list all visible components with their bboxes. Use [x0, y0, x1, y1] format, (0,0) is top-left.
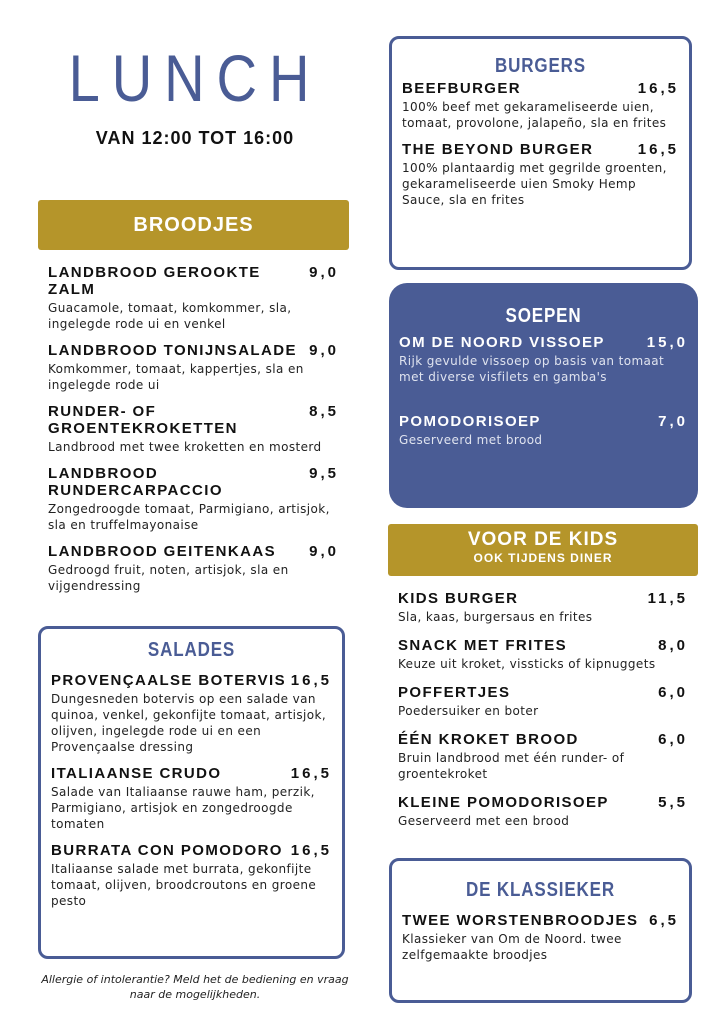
item-header — [402, 141, 679, 158]
menu-item — [402, 141, 679, 208]
menu-item — [51, 842, 332, 909]
item-header — [398, 684, 688, 701]
menu-item — [398, 731, 688, 782]
item-name: LANDBROOD GEROOKTE ZALM — [48, 264, 261, 298]
menu-item — [48, 465, 339, 533]
menu-item — [398, 684, 688, 719]
item-description: Sla, kaas, burgersaus en frites — [398, 610, 593, 624]
item-price: 11,5 — [647, 590, 688, 607]
item-description: Zongedroogde tomaat, Parmigiano, artisjok, sla en truffelmayonaise — [48, 502, 330, 532]
item-name: PROVENÇAALSE BOTERVIS — [51, 672, 286, 689]
allergy-note: Allergie of intolerantie? Meld het de bediening en vraag naar de mogelijkheden. — [41, 973, 349, 1001]
item-description: Rijk gevulde vissoep op basis van tomaat met diverse visfilets en gamba's — [399, 354, 665, 384]
item-name: ITALIAANSE CRUDO — [51, 765, 222, 782]
item-name: BURRATA CON POMODORO — [51, 842, 283, 859]
item-description: Italiaanse salade met burrata, gekonfijte tomaat, olijven, broodcroutons en groene pesto — [51, 862, 317, 908]
menu-item — [398, 637, 688, 672]
kids-list — [388, 578, 698, 829]
item-price: 6,5 — [649, 912, 679, 929]
item-description: Dungesneden botervis op een salade van quinoa, venkel, gekonfijte tomaat, artisjok, olijven, ingelegde rode ui en een Provençaalse dressing — [51, 692, 327, 754]
item-description: 100% plantaardig met gegrilde groenten, gekarameliseerde uien Smoky Hemp Sauce, sla en frites — [402, 161, 667, 207]
item-name: KLEINE POMODORISOEP — [398, 794, 609, 811]
menu-item — [399, 334, 688, 385]
item-header — [48, 465, 339, 499]
item-name: BEEFBURGER — [402, 80, 522, 97]
salades-section — [38, 626, 345, 959]
soepen-list — [399, 334, 688, 448]
item-name: KIDS BURGER — [398, 590, 519, 607]
item-name: ÉÉN KROKET BROOD — [398, 731, 579, 748]
item-description: Geserveerd met een brood — [398, 814, 570, 828]
item-description: Salade van Italiaanse rauwe ham, perzik, Parmigiano, artisjok en zongedroogde tomaten — [51, 785, 315, 831]
item-price: 16,5 — [290, 765, 332, 782]
item-description: Keuze uit kroket, vissticks of kipnuggets — [398, 657, 656, 671]
item-description: Landbrood met twee kroketten en mosterd — [48, 440, 322, 454]
item-description: Gedroogd fruit, noten, artisjok, sla en vijgendressing — [48, 563, 289, 593]
item-description: 100% beef met gekarameliseerde uien, tomaat, provolone, jalapeño, sla en frites — [402, 100, 667, 130]
salades-list — [51, 672, 332, 909]
section-title: BROODJES — [133, 214, 254, 236]
menu-item — [48, 543, 339, 594]
klassieker-list — [402, 912, 679, 963]
item-price: 16,5 — [290, 672, 332, 689]
page-title: LUNCH — [68, 41, 322, 115]
item-description: Guacamole, tomaat, komkommer, sla, ingelegde rode ui en venkel — [48, 301, 292, 331]
menu-item — [51, 765, 332, 832]
menu-item — [398, 590, 688, 625]
section-subtitle: OOK TIJDENS DINER — [473, 551, 613, 565]
item-price: 9,5 — [309, 465, 339, 482]
item-name: SNACK MET FRITES — [398, 637, 568, 654]
menu-item — [51, 672, 332, 755]
item-description: Bruin landbrood met één runder- of groentekroket — [398, 751, 625, 781]
item-header — [48, 342, 339, 359]
item-price: 16,5 — [290, 842, 332, 859]
item-description: Klassieker van Om de Noord. twee zelfgemaakte broodjes — [402, 932, 622, 962]
item-name: LANDBROOD TONIJNSALADE — [48, 342, 297, 359]
menu-item — [402, 912, 679, 963]
item-header — [48, 543, 339, 560]
item-header — [51, 672, 332, 689]
menu-item — [48, 403, 339, 455]
item-name: OM DE NOORD VISSOEP — [399, 334, 605, 351]
menu-item — [48, 264, 339, 332]
menu-item — [402, 80, 679, 131]
burgers-section — [389, 36, 692, 270]
item-header — [402, 80, 679, 97]
broodjes-header — [38, 200, 349, 250]
item-name: RUNDER- OF GROENTEKROKETTEN — [48, 403, 238, 437]
item-header — [402, 912, 679, 929]
item-description: Komkommer, tomaat, kappertjes, sla en ingelegde rode ui — [48, 362, 304, 392]
item-name: THE BEYOND BURGER — [402, 141, 594, 158]
item-price: 6,0 — [658, 684, 688, 701]
section-title: SOEPEN — [505, 305, 582, 327]
item-header — [398, 731, 688, 748]
soepen-section — [389, 283, 698, 508]
section-title: VOOR DE KIDS — [467, 529, 619, 550]
section-title: BURGERS — [495, 55, 586, 77]
item-price: 5,5 — [658, 794, 688, 811]
item-name: POMODORISOEP — [399, 413, 541, 430]
item-header — [398, 637, 688, 654]
item-price: 7,0 — [658, 413, 688, 430]
broodjes-list — [38, 254, 349, 594]
item-header — [51, 765, 332, 782]
item-name: LANDBROOD RUNDERCARPACCIO — [48, 465, 223, 499]
item-header — [399, 334, 688, 351]
menu-item — [398, 794, 688, 829]
item-header — [398, 794, 688, 811]
kids-header — [388, 524, 698, 576]
item-header — [48, 403, 339, 437]
item-price: 9,0 — [309, 264, 339, 281]
item-price: 9,0 — [309, 543, 339, 560]
item-price: 15,0 — [646, 334, 688, 351]
item-header — [398, 590, 688, 607]
item-description: Poedersuiker en boter — [398, 704, 539, 718]
item-name: LANDBROOD GEITENKAAS — [48, 543, 277, 560]
burgers-list — [402, 80, 679, 208]
item-price: 8,5 — [309, 403, 339, 420]
menu-item — [48, 342, 339, 393]
menu-item — [399, 413, 688, 448]
section-title: DE KLASSIEKER — [466, 879, 615, 901]
item-price: 9,0 — [309, 342, 339, 359]
opening-hours: VAN 12:00 TOT 16:00 — [95, 128, 295, 148]
item-name: POFFERTJES — [398, 684, 511, 701]
section-title: SALADES — [147, 639, 236, 661]
item-header — [51, 842, 332, 859]
item-header — [48, 264, 339, 298]
item-name: TWEE WORSTENBROODJES — [402, 912, 639, 929]
item-price: 6,0 — [658, 731, 688, 748]
item-header — [399, 413, 688, 430]
klassieker-section — [389, 858, 692, 1003]
item-price: 16,5 — [637, 80, 679, 97]
item-price: 16,5 — [637, 141, 679, 158]
item-description: Geserveerd met brood — [399, 433, 543, 447]
item-price: 8,0 — [658, 637, 688, 654]
